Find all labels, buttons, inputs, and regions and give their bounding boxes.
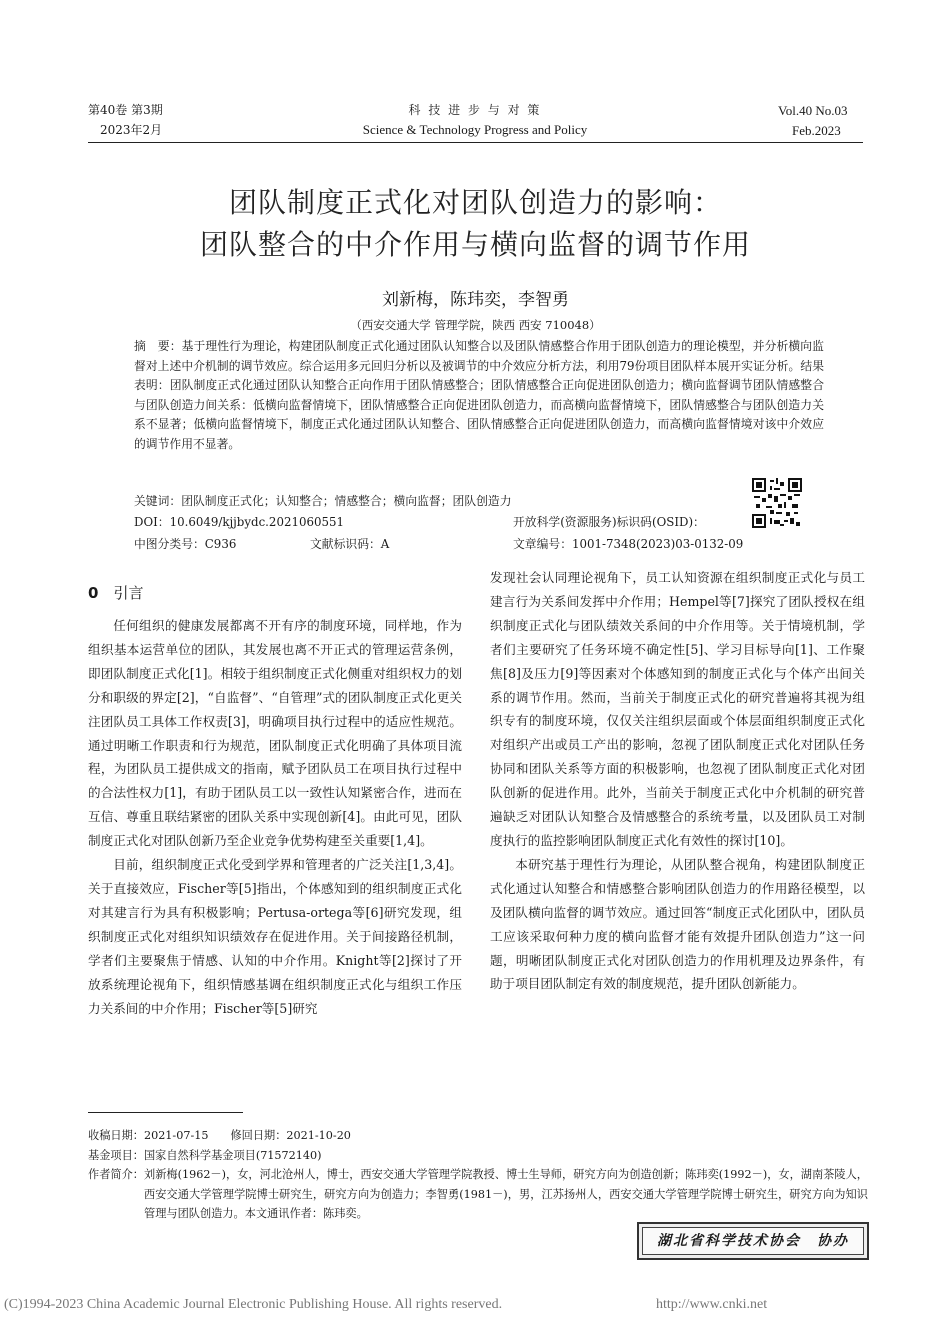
revised-label: 修回日期： <box>230 1129 287 1142</box>
right-column <box>490 566 865 996</box>
issue-date: 2023年2月 <box>100 123 163 137</box>
fund-text: 国家自然科学基金项目(71572140) <box>143 1148 322 1162</box>
affiliation: （西安交通大学 管理学院，陕西 西安 710048） <box>350 318 601 332</box>
paragraph: 发现社会认同理论视角下，员工认知资源在组织制度正式化与员工建言行为关系间发挥中介作用；Hempel等[7]探究了团队授权在组织制度正式化与团队绩效关系间的中介作用等。关于情境机制，学者们主要研究了任务环境不确定性[5]、学习目标导向[1]、工作聚焦[8]及压力[9]等因素对个体感知到的制度正式化与个体产出间关系的调节作用。然而，当前关于制度正式化的研究普遍将其视为组织专有的制度环境，仅仅关注组织层面或个体层面组织制度正式化对组织产出或员工产出的影响，忽视了团队制度正式化对团队任务协同和团队关系等方面的积极影响，也忽视了团队制度正式化对团队创新的促进作用。此外，当前关于制度正式化中介机制的研究普遍缺乏对团队认知整合及情感整合的系统考量，以及团队员工对制度执行的监控影响团队制度正式化有效性的探讨[10]。 <box>490 570 865 848</box>
revised-date: 2021-10-20 <box>286 1129 351 1142</box>
abstract-text: 基于理性行为理论，构建团队制度正式化通过团队认知整合以及团队情感整合作用于团队创造力的理论模型，并分析横向监督对上述中介机制的调节效应。综合运用多元回归分析以及被调节的中介效应分析方法，利用79份项目团队样本展开实证分析。结果表明：团队制度正式化通过团队认知整合正向作用于团队情感整合；团队情感整合正向促进团队创造力；横向监督调节团队情感整合与团队创造力间关系：低横向监督情境下，团队情感整合正向促进团队创造力，而高横向监督情境下，团队情感整合与团队创造力关系不显著；低横向监督情境下，制度正式化通过团队认知整合、团队情感整合正向促进团队创造力，而高横向监督情境对该中介效应的调节作用不显著。 <box>134 339 824 451</box>
journal-name-en: Science & Technology Progress and Policy <box>362 122 588 137</box>
volume-issue: 第40卷 第3期 <box>88 103 163 117</box>
section-number: 0 <box>88 584 99 602</box>
bio-text: 刘新梅(1962－)，女，河北沧州人，博士，西安交通大学管理学院教授、博士生导师，研究方向为创造创新；陈玮奕(1992－)，女，湖南茶陵人，西安交通大学管理学院博士研究生，研究方向为创造力；李智勇(1981－)，男，江苏扬州人，西安交通大学管理学院博士研究生，研究方向为知识管理与团队创造力。本文通讯作者：陈玮奕。 <box>144 1168 868 1220</box>
footnote-rule <box>88 1112 243 1113</box>
volume-en: Vol.40 No.03 <box>778 103 848 118</box>
sponsor-stamp <box>637 1222 869 1260</box>
abstract <box>134 337 824 454</box>
osid-label: 开放科学(资源服务)标识码(OSID)： <box>513 515 705 529</box>
cnki-link[interactable]: http://www.cnki.net <box>656 1297 768 1312</box>
stamp-text: 湖北省科学技术协会 协办 <box>642 1227 864 1255</box>
paragraph: 本研究基于理性行为理论，从团队整合视角，构建团队制度正式化通过认知整合和情感整合影响团队创造力的作用路径模型，以及团队横向监督的调节效应。通过回答“制度正式化团队中，团队员工应该采取何种力度的横向监督才能有效提升团队创造力”这一问题，明晰团队制度正式化对团队创造力的作用机理及边界条件，有助于项目团队制定有效的制度规范，提升团队创新能力。 <box>490 856 865 992</box>
qr-code-icon[interactable] <box>752 478 802 528</box>
dates-line <box>88 1126 868 1146</box>
document-code: 文献标识码：A <box>310 537 390 551</box>
keywords: 关键词：团队制度正式化；认知整合；情感整合；横向监督；团队创造力 <box>134 494 512 508</box>
header-rule <box>88 142 863 143</box>
journal-name-cn: 科 技 进 步 与 对 策 <box>408 103 542 117</box>
doi: DOI：10.6049/kjjbydc.2021060551 <box>134 515 344 529</box>
bio-line <box>88 1165 868 1224</box>
fund-label: 基金项目： <box>88 1148 144 1162</box>
fund-line <box>88 1146 868 1166</box>
title-line-1: 团队制度正式化对团队创造力的影响： <box>228 186 722 219</box>
article-number: 文章编号：1001-7348(2023)03-0132-09 <box>513 537 744 551</box>
abstract-label: 摘 要： <box>134 339 182 353</box>
authors: 刘新梅，陈玮奕，李智勇 <box>382 290 569 310</box>
received-label: 收稿日期： <box>88 1129 144 1142</box>
paragraph: 任何组织的健康发展都离不开有序的制度环境，同样地，作为组织基本运营单位的团队，其发展也离不开正式的管理运营条例，即团队制度正式化[1]。相较于组织制度正式化侧重对组织权力的划分和职级的界定[2]，“自监督”、“自管理”式的团队制度正式化更关注团队员工具体工作权责[3]，明确项目执行过程中的适应性规范。通过明晰工作职责和行为规范，团队制度正式化明确了具体项目流程，为团队员工提供成文的指南，赋予团队员工在项目执行过程中的合法性权力[1]，有助于团队员工以一致性认知紧密合作，进而在互信、尊重且联结紧密的团队关系中实现创新[4]。由此可见，团队制度正式化对团队创新乃至企业竞争优势构建至关重要[1,4]。 <box>88 618 462 849</box>
paragraph: 目前，组织制度正式化受到学界和管理者的广泛关注[1,3,4]。关于直接效应，Fischer等[5]指出，个体感知到的组织制度正式化对其建言行为具有积极影响；Pertusa-ortega等[6]研究发现，组织制度正式化对组织知识绩效存在促进作用。关于间接路径机制，学者们主要聚焦于情感、认知的中介作用。Knight等[2]探讨了开放系统理论视角下，组织情感基调在组织制度正式化与组织工作压力关系间的中介作用；Fischer等[5]研究 <box>88 857 462 1016</box>
left-column <box>88 614 462 1020</box>
title-line-2: 团队整合的中介作用与横向监督的调节作用 <box>199 228 751 261</box>
section-heading <box>88 582 143 603</box>
footnotes <box>88 1126 868 1224</box>
section-title: 引言 <box>113 584 144 602</box>
received-date: 2021-07-15 <box>143 1129 209 1142</box>
bio-label: 作者简介： <box>88 1168 144 1181</box>
clc-number: 中图分类号：C936 <box>134 537 237 551</box>
copyright-footer: (C)1994-2023 China Academic Journal Electronic Publishing House. All rights reserved. <box>4 1297 503 1312</box>
date-en: Feb.2023 <box>792 123 841 138</box>
